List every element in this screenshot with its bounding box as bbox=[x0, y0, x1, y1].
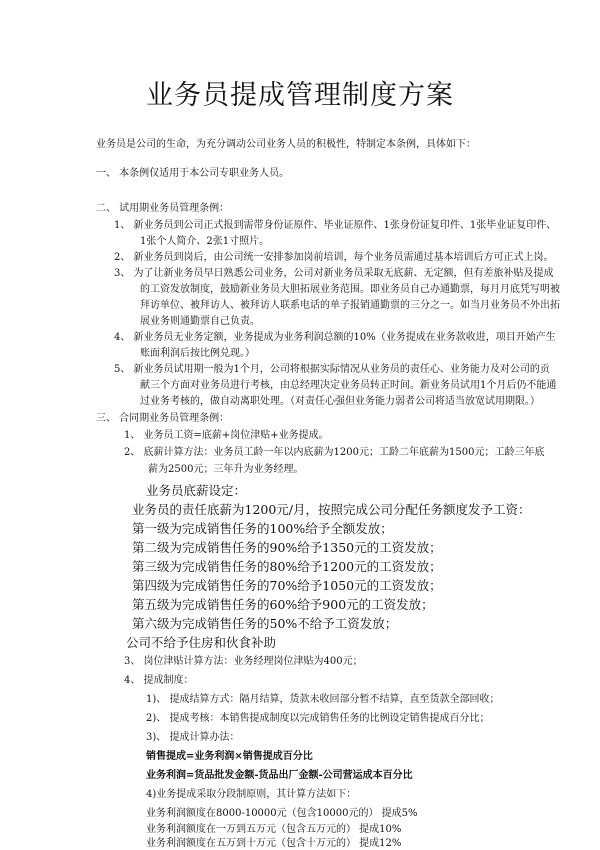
commission-rule-2: 2)、 提成考核：本销售提成制度以完成销售任务的比例设定销售提成百分比； bbox=[146, 713, 490, 724]
formula-3: 4)业务提成采取分段制原则，其计算方法如下： bbox=[146, 789, 357, 800]
section-2-heading: 二、 试用期业务员管理条例： bbox=[96, 203, 230, 214]
sec2-item3-line1: 3、 为了让新业务员早日熟悉公司业务，公司对新业务员采取无底薪、无定额，但有差旅补贴及提成 bbox=[114, 268, 554, 279]
rate-1: 业务利润额度在8000-10000元（包含10000元的） 提成5% bbox=[146, 808, 418, 819]
sec2-item5-line3: 过业务考核的，做自动离职处理。（对责任心强但业务能力弱者公司将适当放宽试用期限。） bbox=[140, 396, 540, 407]
intro-paragraph: 业务员是公司的生命，为充分调动公司业务人员的积极性，特制定本条例，具体如下： bbox=[96, 139, 476, 150]
base-salary-title: 业务员底薪设定： bbox=[146, 483, 247, 498]
commission-rule-1: 1)、 提成结算方式：隔月结算，货款未收回部分暂不结算，直至货款全部回收； bbox=[146, 694, 500, 705]
formula-2: 业务利润=货品批发金额-货品出厂金额-公司营运成本百分比 bbox=[146, 770, 413, 781]
sec3-item2-line1: 2、 底薪计算方法：业务员工龄一年以内底薪为1200元；工龄二年底薪为1500元；工龄三年底 bbox=[124, 447, 545, 458]
formula-1: 销售提成=业务利润×销售提成百分比 bbox=[146, 751, 313, 762]
sec3-item1: 1、 业务员工资=底薪+岗位津贴+业务提成。 bbox=[124, 430, 329, 441]
sec2-item4-line2: 账面利润后按比例兑现。） bbox=[140, 348, 255, 359]
level-5: 第五级为完成销售任务的60%给予900元的工资发放； bbox=[132, 597, 434, 612]
sec2-item5-line2: 献三个方面对业务员进行考核，由总经理决定业务员转正时间。新业务员试用1个月后仍不能通 bbox=[140, 380, 557, 391]
sec2-item1-line2: 1张个人简介、2张1寸照片。 bbox=[140, 236, 270, 247]
level-4: 第四级为完成销售任务的70%给予1050元的工资发放； bbox=[132, 578, 442, 593]
section-3-heading: 三、 合同期业务员管理条例： bbox=[96, 413, 230, 424]
sec2-item2: 2、 新业务员到岗后，由公司统一安排参加岗前培训，每个业务员需通过基本培训后方可正式上岗。 bbox=[114, 252, 554, 263]
sec2-item1-line1: 1、 新业务员到公司正式报到需带身份证原件、毕业证原件、1张身份证复印件、1张毕业证复印件、 bbox=[114, 220, 557, 231]
level-2: 第二级为完成销售任务的90%给予1350元的工资发放； bbox=[132, 540, 442, 555]
no-housing-note: 公司不给予住房和伙食补助 bbox=[126, 635, 277, 650]
sec2-item3-line2: 的工资发放制度，鼓励新业务员大胆拓展业务范围。即业务员自己办通勤票，每月月底凭写明被 bbox=[140, 284, 560, 295]
sec2-item3-line3: 拜访单位、被拜访人、被拜访人联系电话的单子报销通勤票的三分之一。如当月业务员不外出拓 bbox=[140, 300, 560, 311]
sec2-item5-line1: 5、 新业务员试用期一般为1个月，公司将根据实际情况从业务员的责任心、业务能力及对公司的贡 bbox=[114, 364, 550, 375]
sec2-item3-line4: 展业务则通勤票自己负责。 bbox=[140, 316, 260, 327]
sec2-item4-line1: 4、 新业务员无业务定额，业务提成为业务利润总额的10%（业务提成在业务款收进，项目开始产生 bbox=[114, 332, 556, 343]
level-3: 第三级为完成销售任务的80%给予1200元的工资发放； bbox=[132, 559, 442, 574]
section-1: 一、 本条例仅适用于本公司专职业务人员。 bbox=[96, 168, 290, 179]
rate-3: 业务利润额度在五万到十万元（包含十万元的） 提成12% bbox=[146, 838, 402, 849]
sec3-item3: 3、 岗位津贴计算方法：业务经理岗位津贴为400元； bbox=[124, 656, 363, 667]
level-6: 第六级为完成销售任务的50%不给予工资发放； bbox=[132, 616, 398, 631]
page-title: 业务员提成管理制度方案 bbox=[146, 80, 454, 111]
rate-2: 业务利润额度在一万到五万元（包含五万元的） 提成10% bbox=[146, 824, 402, 835]
base-salary-line: 业务员的责任底薪为1200元/月，按照完成公司分配任务额度发予工资： bbox=[132, 502, 531, 517]
sec3-item4: 4、 提成制度： bbox=[124, 675, 194, 686]
commission-rule-3: 3)、 提成计算办法： bbox=[146, 732, 240, 743]
sec3-item2-line2: 薪为2500元；三年升为业务经理。 bbox=[148, 464, 304, 475]
level-1: 第一级为完成销售任务的100%给予全额发放； bbox=[132, 521, 393, 536]
